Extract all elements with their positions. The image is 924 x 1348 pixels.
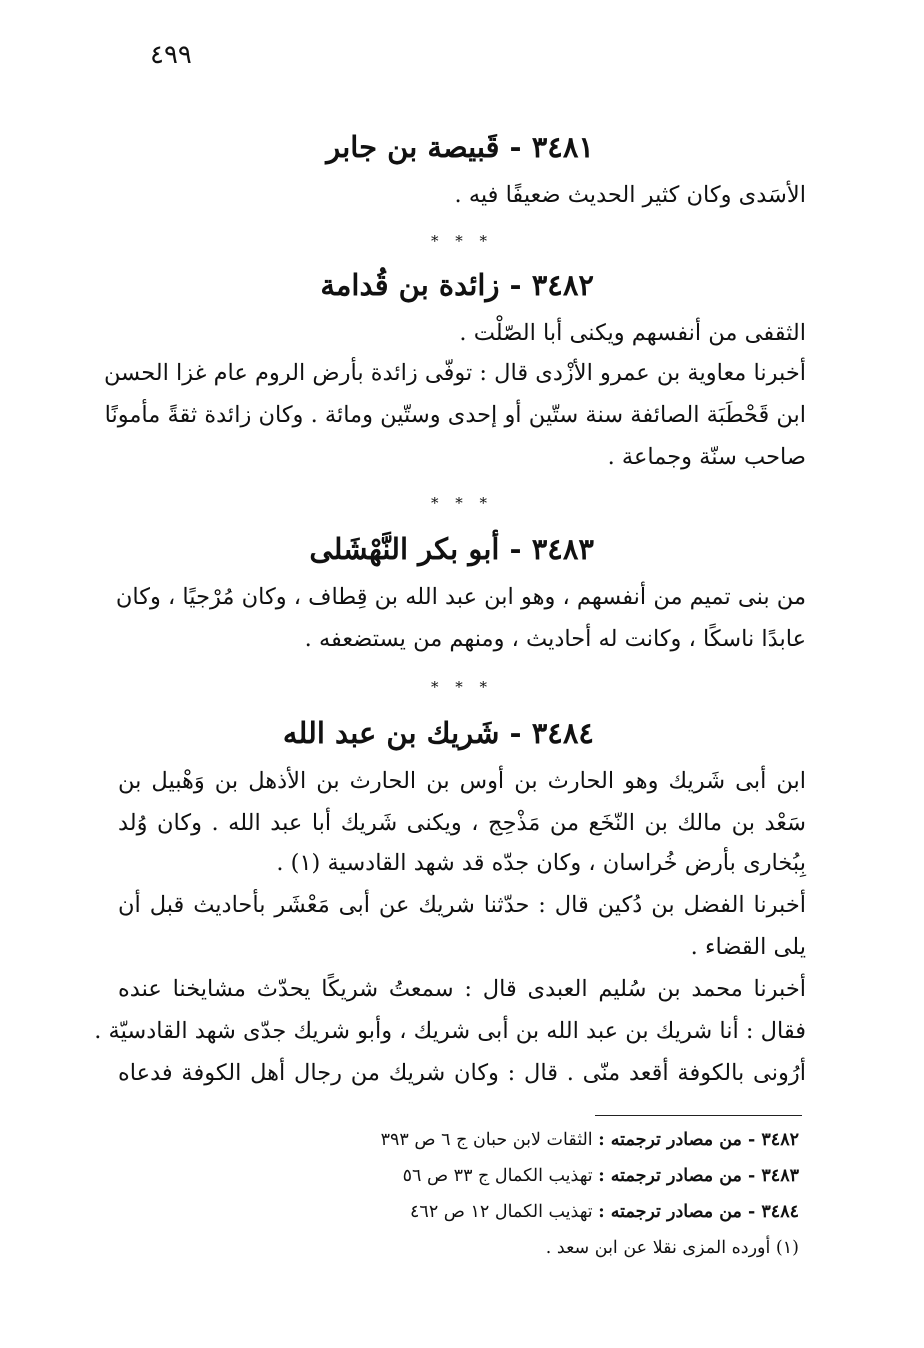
footnote-1 (546, 1238, 799, 1258)
entry-text-line: عابدًا ناسكًا ، وكانت له أحاديث ، ومنهم من يستضعفه . (304, 626, 806, 652)
entry-text-line: يلى القضاء . (690, 934, 806, 960)
footnote-label: ٣٤٨٣ - من مصادر ترجمته : (598, 1166, 799, 1186)
entry-heading-3481: ٣٤٨١ - قَبيصة بن جابر (326, 130, 594, 164)
entry-heading-3482: ٣٤٨٢ - زائدة بن قُدامة (320, 268, 594, 302)
entry-text-line: صاحب سنّة وجماعة . (607, 444, 806, 470)
entry-text-line: أخبرنا محمد بن سُليم العبدى قال : سمعتُ شريكًا يحدّث مشايخنا عنده (118, 976, 806, 1002)
footnote-label: ٣٤٨٤ - من مصادر ترجمته : (598, 1202, 799, 1222)
entry-heading-3483: ٣٤٨٣ - أبو بكر النَّهْشَلى (309, 532, 594, 566)
section-separator: * * * (430, 494, 494, 512)
section-separator: * * * (430, 232, 494, 250)
entry-text-line: من بنى تميم من أنفسهم ، وهو ابن عبد الله بن قِطاف ، وكان مُرْجيًا ، وكان (115, 584, 806, 610)
footnote-text: (١) أورده المزى نقلا عن ابن سعد . (545, 1238, 799, 1258)
entry-text-line: أخبرنا معاوية بن عمرو الأزْدى قال : توفّى زائدة بأرض الروم عام غزا الحسن (104, 360, 806, 386)
entry-text-line: أخبرنا الفضل بن دُكين قال : حدّثنا شريك عن أبى مَعْشَر بأحاديث قبل أن (118, 892, 806, 918)
entry-text-line: فقال : أنا شريك بن عبد الله بن أبى شريك ، وأبو شريك جدّى شهد القادسيّة . (94, 1018, 806, 1044)
entry-text-line: الثقفى من أنفسهم ويكنى أبا الصّلْت . (459, 320, 806, 346)
footnote-text: تهذيب الكمال ١٢ ص ٤٦٢ (410, 1202, 593, 1222)
entry-text-line: الأسَدى وكان كثير الحديث ضعيفًا فيه . (454, 182, 806, 208)
footnote-divider (595, 1115, 802, 1116)
section-separator: * * * (430, 678, 494, 696)
footnote-label: ٣٤٨٢ - من مصادر ترجمته : (598, 1130, 799, 1150)
footnote-text: الثقات لابن حبان ج ٦ ص ٣٩٣ (380, 1130, 593, 1150)
footnote-source-3482 (381, 1130, 799, 1150)
entry-text-line: أرُونى بالكوفة أقعد منّى . قال : وكان شريك من رجال أهل الكوفة فدعاه (118, 1060, 806, 1086)
footnote-source-3484 (410, 1202, 799, 1222)
footnote-source-3483 (403, 1166, 799, 1186)
entry-text-line: ابن قَحْطَبَة الصائفة سنة ستّين أو إحدى وستّين ومائة . وكان زائدة ثقةً مأمونًا (104, 402, 806, 428)
entry-text-line: بِبُخارى بأرض خُراسان ، وكان جدّه قد شهد القادسية (١) . (276, 850, 806, 876)
entry-text-line: سَعْد بن مالك بن النّخَع من مَذْحِج ، ويكنى شَريك أبا عبد الله . وكان وُلد (118, 810, 806, 836)
entry-text-line: ابن أبى شَريك وهو الحارث بن أوس بن الحارث بن الأذهل بن وَهْبيل بن (118, 768, 806, 794)
entry-heading-3484: ٣٤٨٤ - شَريك بن عبد الله (282, 716, 594, 750)
page-number: ٤٩٩ (150, 40, 192, 70)
footnote-text: تهذيب الكمال ج ٣٣ ص ٥٦ (402, 1166, 593, 1186)
